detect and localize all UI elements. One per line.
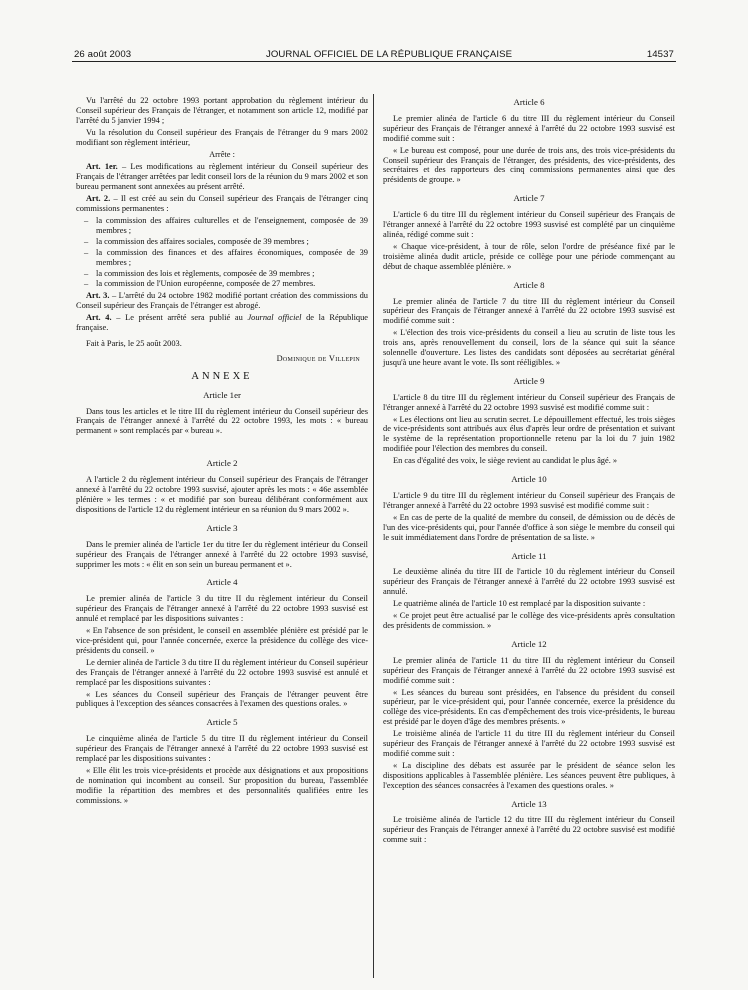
annexe-article-12-title: Article 12 xyxy=(511,638,547,649)
annexe-article-5-text-1: Le cinquième alinéa de l'article 5 du titre II du règlement intérieur du Conseil supérieur des Français de l'étranger annexé à l'arrêté du 22 octobre 1993 susvisé est remplacé par les dispositions suivantes : xyxy=(76,734,368,764)
annexe-article-4-text-4: « Les séances du Conseil supérieur des Français de l'étranger peuvent être publiques à l'exception des séances consacrées à l'examen des questions orales. » xyxy=(76,689,368,709)
article-3-paragraph: Art. 3. – L'arrêté du 24 octobre 1982 modifié portant création des commissions du Conseil supérieur des Français de l'étranger est abrogé. xyxy=(76,291,368,311)
annexe-article-2-title: Article 2 xyxy=(206,458,238,469)
annexe-article-8-title: Article 8 xyxy=(513,279,545,290)
article-2-paragraph: Art. 2. – Il est créé au sein du Conseil supérieur des Français de l'étranger cinq commissions permanentes : xyxy=(76,194,368,214)
signature-place-date: Fait à Paris, le 25 août 2003. xyxy=(86,338,182,348)
annexe-article-5-title: Article 5 xyxy=(206,717,238,728)
article-1-label: Art. 1er. xyxy=(86,162,118,172)
commissions-list xyxy=(76,216,368,289)
annexe-article-4-text-1: Le premier alinéa de l'article 3 du titre II du règlement intérieur du Conseil supérieur des Français de l'étranger annexé à l'arrêté du 22 octobre 1993 susvisé est annulé et remplacé par les dispositions suivantes : xyxy=(76,594,368,624)
annexe-article-11-text-2: Le quatrième alinéa de l'article 10 est remplacé par la disposition suivante : xyxy=(393,599,646,609)
annexe-article-10-text-1: L'article 9 du titre III du règlement intérieur du Conseil supérieur des Français de l'étranger annexé à l'arrêté du 22 octobre 1993 susvisé est modifié comme suit : xyxy=(383,491,675,510)
header-date: 26 août 2003 xyxy=(74,48,132,60)
annexe-article-12-text-2: « Les séances du bureau sont présidées, en l'absence du président du conseil supérieur, par le vice-président qui, pour l'année concernée, exerce la présidence du collège des vice-présidents. En cas d'empêchement des trois vice-présidents, le bureau est présidé par le doyen d'âge des membres présents. » xyxy=(383,687,675,727)
annexe-article-1-text: Dans tous les articles et le titre III du règlement intérieur du Conseil supérieur des Français de l'étranger annexé à l'arrêté du 22 octobre 1993, les mots : « bureau permanent » sont remplacés par « bureau ». xyxy=(76,406,368,436)
annexe-article-7-text-1: L'article 6 du titre III du règlement intérieur du Conseil supérieur des Français de l'étranger annexé à l'arrêté du 22 octobre 1993 susvisé est complété par un cinquième alinéa, rédigé comme suit : xyxy=(383,210,675,239)
annexe-article-9-text-2: « Les élections ont lieu au scrutin secret. Le dépouillement effectué, les trois sièges de vice-présidents sont attribués aux élus d'après leur ordre de présentation et suivant le système de la représentation proportionnelle retenu par la loi du 7 juin 1982 modifiée pour l'élection des membres du conseil. xyxy=(383,414,675,454)
page-header xyxy=(74,46,674,62)
annexe-article-4-title: Article 4 xyxy=(206,577,238,588)
vu-paragraph-1: Vu l'arrêté du 22 octobre 1993 portant approbation du règlement intérieur du Conseil supérieur des Français de l'étranger, et notamment son article 12, modifié par l'arrêté du 5 janvier 1994 ; xyxy=(76,96,368,125)
signatory-name: Dominique de Villepin xyxy=(276,353,360,363)
annexe-article-12-text-4: « La discipline des débats est assurée par le président de séance selon les dispositions applicables à l'assemblée plénière. Les séances peuvent être publiques, à l'exception des séances consacrées à l'examen des questions orales. » xyxy=(383,760,675,790)
annexe-article-2-text: A l'article 2 du règlement intérieur du Conseil supérieur des Français de l'étranger annexé à l'arrêté du 22 octobre 1993 susvisé, ajouter après les mots : « 46e assemblée plénière » les termes : « et modifié par son bureau délibérant conformément aux dispositions de l'article 12 du règlement intérieur en sa réunion du 9 mars 2002 ». xyxy=(76,475,368,514)
article-3-label: Art. 3. xyxy=(86,291,110,301)
list-item: – la commission des finances et des affaires économiques, composée de 39 membres ; xyxy=(84,248,368,268)
annexe-article-12-text-1: Le premier alinéa de l'article 11 du titre III du règlement intérieur du Conseil supérieur des Français de l'étranger annexé à l'arrêté du 22 octobre 1993 susvisé est modifié comme suit : xyxy=(383,655,675,685)
vu-paragraph-2: Vu la résolution du Conseil supérieur des Français de l'étranger du 9 mars 2002 modifiant son règlement intérieur, xyxy=(76,127,368,147)
annexe-article-6-text-1: Le premier alinéa de l'article 6 du titre III du règlement intérieur du Conseil supérieur des Français de l'étranger annexé à l'arrêté du 22 octobre 1993 susvisé est modifié comme suit : xyxy=(383,113,675,143)
annexe-article-8-text-1: Le premier alinéa de l'article 7 du titre III du règlement intérieur du Conseil supérieur des Français de l'étranger annexé à l'arrêté du 22 octobre 1993 susvisé est modifié comme suit : xyxy=(383,296,675,326)
annexe-article-4-text-3: Le dernier alinéa de l'article 3 du titre II du règlement intérieur du Conseil supérieur des Français de l'étranger annexé à l'arrêté du 22 octobre 1993 susvisé est annulé et remplacé par les dispositions suivantes : xyxy=(76,657,368,687)
annexe-article-9-text-1: L'article 8 du titre III du règlement intérieur du Conseil supérieur des Français de l'étranger annexé à l'arrêté du 22 octobre 1993 susvisé est modifié comme suit : xyxy=(383,392,675,412)
annexe-article-10-title: Article 10 xyxy=(511,474,547,485)
header-rule xyxy=(72,61,676,62)
header-page-number: 14537 xyxy=(646,48,674,60)
annexe-article-6-title: Article 6 xyxy=(513,97,545,107)
annexe-article-5-text-2: « Elle élit les trois vice-présidents et procède aux désignations et aux propositions de nomination qui incombent au conseil. Sur proposition du bureau, l'assemblée modifie la répartition des membres et des personnalités qualifiées entre les commissions. » xyxy=(76,765,368,805)
annexe-article-11-text-3: « Ce projet peut être actualisé par le collège des vice-présidents après consultation des présidents de commission. » xyxy=(383,611,675,630)
article-4-paragraph: Art. 4. – Le présent arrêté sera publié au Journal officiel de la République française. xyxy=(76,313,368,333)
annexe-heading: ANNEXE xyxy=(191,370,253,382)
annexe-article-7-title: Article 7 xyxy=(513,193,545,204)
annexe-article-9-text-3: En cas d'égalité des voix, le siège revient au candidat le plus âgé. » xyxy=(393,456,618,466)
annexe-article-11-title: Article 11 xyxy=(511,550,547,561)
article-1-paragraph: Art. 1er. – Les modifications au règlement intérieur du Conseil supérieur des Français de l'étranger arrêtées par ledit conseil lors de la réunion du 9 mars 2002 et son bureau permanent sont annexées au présent arrêté. xyxy=(76,162,368,192)
annexe-article-11-text-1: Le deuxième alinéa du titre III de l'article 10 du règlement intérieur du Conseil supérieur des Français de l'étranger annexé à l'arrêté du 22 octobre 1993 susvisé est annulé. xyxy=(383,567,675,597)
annexe-article-12-text-3: Le troisième alinéa de l'article 11 du titre III du règlement intérieur du Conseil supérieur des Français de l'étranger annexé à l'arrêté du 22 octobre 1993 susvisé est modifié comme suit : xyxy=(383,729,675,758)
annexe-article-7-text-2: « Chaque vice-président, à tour de rôle, selon l'ordre de préséance fixé par le troisième alinéa dudit article, préside ce collège pour une période commençant au début de chaque assemblée plénière. » xyxy=(383,241,675,271)
header-journal-title: JOURNAL OFFICIEL DE LA RÉPUBLIQUE FRANÇAISE xyxy=(265,48,513,60)
list-item: – la commission de l'Union européenne, composée de 27 membres. xyxy=(84,279,368,289)
arrete-label: Arrête : xyxy=(209,149,235,159)
list-item: – la commission des lois et règlements, composée de 39 membres ; xyxy=(84,269,368,279)
annexe-article-13-text-1: Le troisième alinéa de l'article 12 du titre III du règlement intérieur du Conseil supérieur des Français de l'étranger annexé à l'arrêté du 22 octobre susvisé est modifié comme suit : xyxy=(383,815,675,845)
annexe-article-9-title: Article 9 xyxy=(513,375,545,386)
left-column xyxy=(76,96,368,808)
annexe-article-1-title: Article 1er xyxy=(203,389,241,400)
annexe-article-10-text-2: « En cas de perte de la qualité de membre du conseil, de démission ou de décès de l'un des vice-présidents qui, pour l'année d'office à son siège le membre du conseil qui le suit immédiatement dans l'ordre de présentation de sa liste. » xyxy=(383,512,675,542)
right-column xyxy=(383,96,675,847)
annexe-article-3-title: Article 3 xyxy=(206,522,238,533)
list-item: – la commission des affaires culturelles et de l'enseignement, composée de 39 membres ; xyxy=(84,216,368,236)
annexe-article-6-text-2: « Le bureau est composé, pour une durée de trois ans, des trois vice-présidents du Conseil supérieur des Français de l'étranger, des présidents, des vice-présidents, des secrétaires et des rapporteurs des cinq commissions permanentes ainsi que des présidents de groupe. » xyxy=(383,145,675,185)
annexe-article-8-text-2: « L'élection des trois vice-présidents du conseil a lieu au scrutin de liste tous les trois ans, après renouvellement du conseil, lors de la séance qui suit la séance solennelle d'ouverture. Les listes des candidats sont déposées au secrétariat général jusqu'à une heure avant le vote. Ils sont rééligibles. » xyxy=(383,328,675,367)
article-2-label: Art. 2. xyxy=(86,194,111,204)
annexe-article-3-text: Dans le premier alinéa de l'article 1er du titre Ier du règlement intérieur du Conseil supérieur des Français de l'étranger annexé à l'arrêté du 22 octobre 1993 susvisé, supprimer les mots : « élit en son sein un bureau permanent et ». xyxy=(76,539,368,569)
annexe-article-13-title: Article 13 xyxy=(511,798,547,809)
list-item: – la commission des affaires sociales, composée de 39 membres ; xyxy=(84,237,368,247)
annexe-article-4-text-2: « En l'absence de son président, le conseil en assemblée plénière est présidé par le vice-président qui, pour l'année concernée, exerce la présidence du collège des vice-présidents du conseil. » xyxy=(76,626,368,655)
article-4-label: Art. 4. xyxy=(86,313,112,323)
column-divider xyxy=(373,94,374,978)
